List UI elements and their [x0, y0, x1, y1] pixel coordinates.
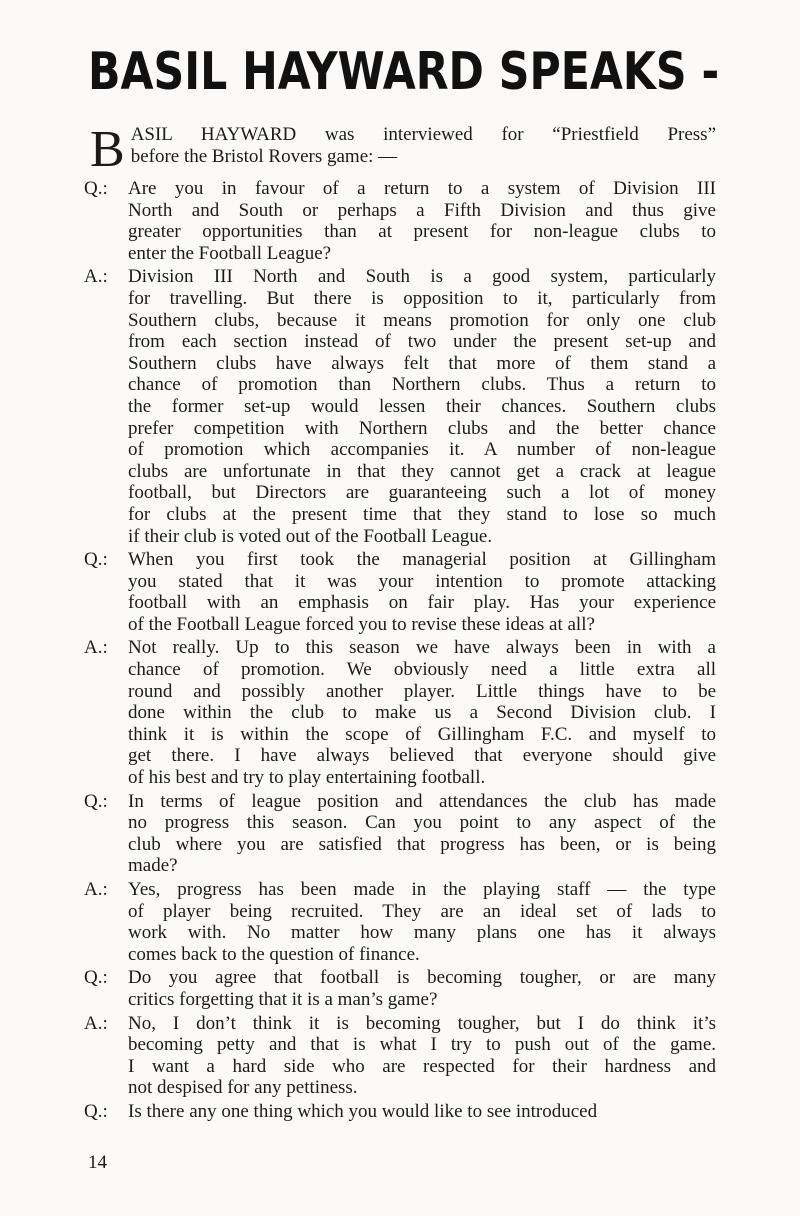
- text-line: football with an emphasis on fair play. Has your experience: [128, 592, 716, 614]
- text-line: chance of promotion than Northern clubs. Thus a return to: [128, 374, 716, 396]
- text-line: North and South or perhaps a Fifth Division and thus give: [128, 199, 716, 221]
- text-line: When you first took the managerial position at Gillingham: [128, 549, 716, 571]
- text-line: of the Football League forced you to revise these ideas at all?: [128, 613, 595, 635]
- intro-line: before the Bristol Rovers game: —: [130, 145, 398, 167]
- qa-text: [128, 637, 716, 788]
- text-line: becoming petty and that is what I try to push out of the game.: [128, 1034, 716, 1056]
- qa-text: [128, 1101, 716, 1123]
- text-line: for clubs at the present time that they stand to lose so much: [128, 503, 716, 525]
- text-line: critics forgetting that it is a man’s game?: [128, 988, 438, 1010]
- text-line: of his best and try to play entertaining football.: [128, 767, 486, 789]
- text-line: done within the club to make us a Second Division club. I: [128, 702, 716, 724]
- text-line: football, but Directors are guaranteeing such a lot of money: [128, 482, 716, 504]
- text-line: work with. No matter how many plans one has it always: [128, 922, 716, 944]
- text-line: Southern clubs, because it means promotion for only one club: [128, 309, 716, 331]
- text-line: Is there any one thing which you would like to see introduced: [128, 1100, 598, 1122]
- speaker-label: A.:: [84, 266, 108, 288]
- question-block: [84, 1101, 716, 1123]
- text-line: Not really. Up to this season we have always been in with a: [128, 637, 716, 659]
- text-line: of player being recruited. They are an ideal set of lads to: [128, 900, 716, 922]
- text-line: club where you are satisfied that progress has been, or is being: [128, 833, 716, 855]
- text-line: enter the Football League?: [128, 242, 332, 264]
- qa-text: [128, 1013, 716, 1099]
- text-line: prefer competition with Northern clubs and the better chance: [128, 417, 716, 439]
- text-line: I want a hard side who are respected for their hardness and: [128, 1055, 716, 1077]
- headline: BASIL HAYWARD SPEAKS -: [88, 42, 720, 102]
- text-line: think it is within the scope of Gillingham F.C. and myself to: [128, 723, 716, 745]
- text-line: if their club is voted out of the Football League.: [128, 525, 493, 547]
- question-block: [84, 178, 716, 264]
- text-line: not despised for any pettiness.: [128, 1077, 358, 1099]
- text-line: No, I don’t think it is becoming tougher, but I do think it’s: [128, 1012, 716, 1034]
- text-line: you stated that it was your intention to promote attacking: [128, 570, 716, 592]
- qa-text: [128, 178, 716, 264]
- text-line: comes back to the question of finance.: [128, 943, 420, 965]
- speaker-label: Q.:: [84, 178, 108, 199]
- speaker-label: Q.:: [84, 1100, 108, 1122]
- question-block: [84, 967, 716, 1010]
- intro-paragraph: [90, 121, 716, 178]
- text-line: Southern clubs have always felt that more of them stand a: [128, 352, 716, 374]
- text-line: Are you in favour of a return to a system of Division III: [128, 178, 716, 199]
- page-number: 14: [88, 1152, 107, 1173]
- speaker-label: A.:: [84, 637, 108, 659]
- qa-text: [128, 967, 716, 1010]
- text-line: get there. I have always believed that everyone should give: [128, 745, 716, 767]
- text-line: In terms of league position and attendances the club has made: [128, 790, 716, 812]
- answer-block: [84, 266, 716, 547]
- text-line: the former set-up would lessen their chances. Southern clubs: [128, 395, 716, 417]
- text-line: for travelling. But there is opposition to it, particularly from: [128, 287, 716, 309]
- text-line: Yes, progress has been made in the playing staff — the type: [128, 879, 716, 900]
- speaker-label: Q.:: [84, 549, 108, 571]
- qa-text: [128, 791, 716, 877]
- drop-cap: B: [90, 121, 125, 178]
- speaker-label: A.:: [84, 879, 108, 900]
- qa-text: [128, 266, 716, 547]
- answer-block: [84, 1013, 716, 1099]
- text-line: from each section instead of two under the present set-up and: [128, 331, 716, 353]
- text-line: no progress this season. Can you point to any aspect of the: [128, 812, 716, 834]
- text-line: round and possibly another player. Little things have to be: [128, 680, 716, 702]
- answer-block: [84, 879, 716, 965]
- speaker-label: Q.:: [84, 967, 108, 989]
- text-line: greater opportunities than at present for non-league clubs to: [128, 221, 716, 243]
- text-line: clubs are unfortunate in that they cannot get a crack at league: [128, 460, 716, 482]
- answer-block: [84, 637, 716, 788]
- text-line: of promotion which accompanies it. A number of non-league: [128, 439, 716, 461]
- text-line: made?: [128, 855, 178, 877]
- qa-text: [128, 549, 716, 635]
- qa-text: [128, 879, 716, 965]
- text-line: chance of promotion. We obviously need a little extra all: [128, 659, 716, 681]
- text-line: Do you agree that football is becoming tougher, or are many: [128, 967, 716, 989]
- intro-line: ASIL HAYWARD was interviewed for “Priestfield Press”: [130, 124, 716, 145]
- speaker-label: Q.:: [84, 790, 108, 812]
- question-block: [84, 549, 716, 635]
- text-line: Division III North and South is a good system, particularly: [128, 266, 716, 288]
- speaker-label: A.:: [84, 1012, 108, 1034]
- interview-qa-list: [84, 178, 716, 1125]
- question-block: [84, 791, 716, 877]
